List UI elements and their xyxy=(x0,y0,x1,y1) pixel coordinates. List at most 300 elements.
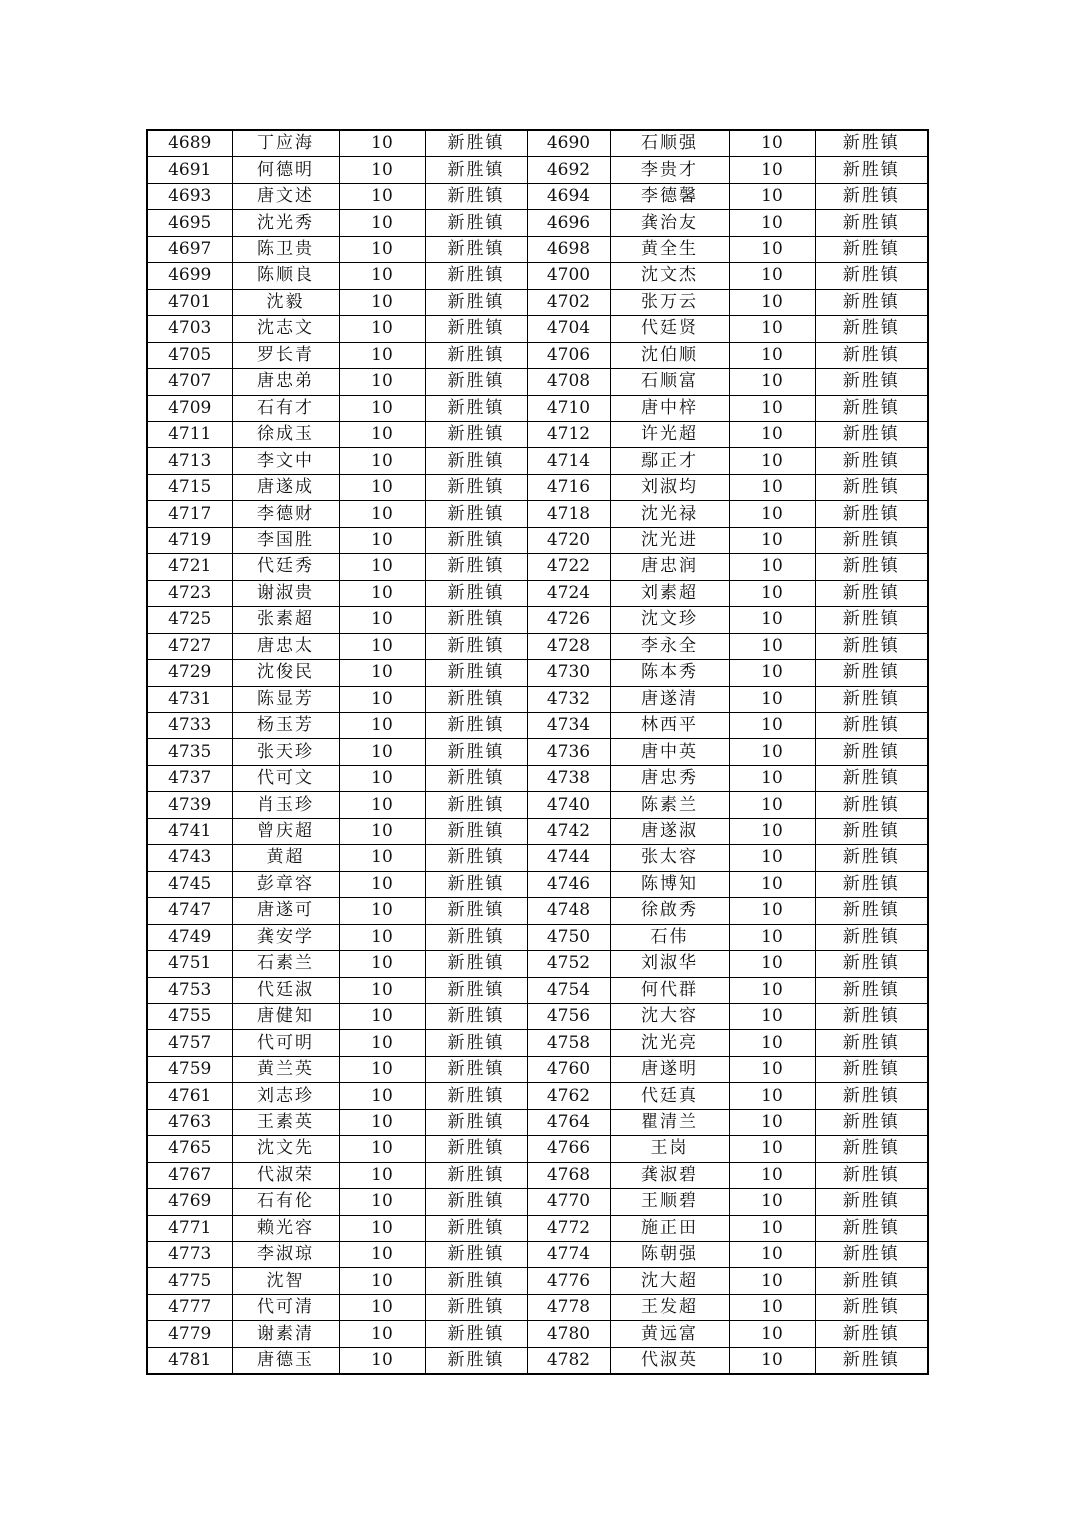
cell-a-amount: 10 xyxy=(339,951,425,977)
cell-a-no: 4707 xyxy=(147,369,232,395)
cell-b-no: 4704 xyxy=(527,316,610,342)
cell-b-name: 施正田 xyxy=(610,1215,729,1241)
cell-a-no: 4725 xyxy=(147,607,232,633)
cell-a-name: 代廷淑 xyxy=(232,977,339,1003)
cell-a-town: 新胜镇 xyxy=(425,1268,527,1294)
cell-a-amount: 10 xyxy=(339,395,425,421)
cell-a-amount: 10 xyxy=(339,1294,425,1320)
cell-b-name: 沈文珍 xyxy=(610,607,729,633)
cell-a-name: 何德明 xyxy=(232,157,339,183)
table-row xyxy=(147,527,928,553)
cell-b-amount: 10 xyxy=(729,210,815,236)
cell-b-town: 新胜镇 xyxy=(815,554,928,580)
cell-a-town: 新胜镇 xyxy=(425,501,527,527)
cell-b-no: 4742 xyxy=(527,818,610,844)
cell-b-amount: 10 xyxy=(729,845,815,871)
cell-b-no: 4720 xyxy=(527,527,610,553)
cell-a-no: 4741 xyxy=(147,818,232,844)
cell-a-amount: 10 xyxy=(339,448,425,474)
cell-a-no: 4767 xyxy=(147,1162,232,1188)
cell-a-town: 新胜镇 xyxy=(425,421,527,447)
cell-a-name: 李德财 xyxy=(232,501,339,527)
cell-b-name: 刘素超 xyxy=(610,580,729,606)
cell-a-town: 新胜镇 xyxy=(425,977,527,1003)
cell-a-amount: 10 xyxy=(339,183,425,209)
cell-a-amount: 10 xyxy=(339,739,425,765)
cell-b-town: 新胜镇 xyxy=(815,395,928,421)
cell-b-name: 黄全生 xyxy=(610,236,729,262)
cell-b-no: 4714 xyxy=(527,448,610,474)
cell-b-name: 何代群 xyxy=(610,977,729,1003)
cell-a-name: 曾庆超 xyxy=(232,818,339,844)
cell-a-no: 4779 xyxy=(147,1321,232,1347)
table-row xyxy=(147,342,928,368)
cell-b-amount: 10 xyxy=(729,1109,815,1135)
cell-b-no: 4760 xyxy=(527,1056,610,1082)
table-row xyxy=(147,183,928,209)
cell-b-name: 沈伯顺 xyxy=(610,342,729,368)
cell-b-name: 张万云 xyxy=(610,289,729,315)
cell-a-amount: 10 xyxy=(339,130,425,157)
cell-b-no: 4778 xyxy=(527,1294,610,1320)
cell-a-town: 新胜镇 xyxy=(425,448,527,474)
cell-a-no: 4739 xyxy=(147,792,232,818)
cell-b-name: 王发超 xyxy=(610,1294,729,1320)
cell-b-name: 王岗 xyxy=(610,1136,729,1162)
cell-a-town: 新胜镇 xyxy=(425,712,527,738)
cell-b-no: 4722 xyxy=(527,554,610,580)
cell-a-no: 4709 xyxy=(147,395,232,421)
cell-a-town: 新胜镇 xyxy=(425,845,527,871)
cell-a-name: 沈毅 xyxy=(232,289,339,315)
cell-b-amount: 10 xyxy=(729,739,815,765)
cell-a-town: 新胜镇 xyxy=(425,474,527,500)
cell-b-amount: 10 xyxy=(729,236,815,262)
cell-a-no: 4701 xyxy=(147,289,232,315)
cell-b-amount: 10 xyxy=(729,607,815,633)
table-row xyxy=(147,448,928,474)
cell-a-town: 新胜镇 xyxy=(425,263,527,289)
table-row xyxy=(147,1162,928,1188)
cell-b-no: 4776 xyxy=(527,1268,610,1294)
cell-b-amount: 10 xyxy=(729,712,815,738)
cell-b-town: 新胜镇 xyxy=(815,130,928,157)
cell-a-no: 4729 xyxy=(147,660,232,686)
cell-b-amount: 10 xyxy=(729,1242,815,1268)
cell-b-town: 新胜镇 xyxy=(815,448,928,474)
cell-b-no: 4748 xyxy=(527,898,610,924)
cell-b-no: 4716 xyxy=(527,474,610,500)
cell-b-no: 4700 xyxy=(527,263,610,289)
cell-b-no: 4710 xyxy=(527,395,610,421)
cell-b-town: 新胜镇 xyxy=(815,739,928,765)
table-row xyxy=(147,1189,928,1215)
cell-a-no: 4775 xyxy=(147,1268,232,1294)
cell-a-no: 4737 xyxy=(147,765,232,791)
cell-b-no: 4726 xyxy=(527,607,610,633)
cell-a-amount: 10 xyxy=(339,1242,425,1268)
cell-a-name: 刘志珍 xyxy=(232,1083,339,1109)
cell-b-amount: 10 xyxy=(729,157,815,183)
cell-a-no: 4759 xyxy=(147,1056,232,1082)
cell-b-name: 刘淑均 xyxy=(610,474,729,500)
cell-a-name: 唐文述 xyxy=(232,183,339,209)
cell-a-no: 4751 xyxy=(147,951,232,977)
table-row xyxy=(147,369,928,395)
cell-b-no: 4734 xyxy=(527,712,610,738)
cell-a-amount: 10 xyxy=(339,1030,425,1056)
cell-a-name: 唐德玉 xyxy=(232,1347,339,1374)
cell-a-name: 杨玉芳 xyxy=(232,712,339,738)
cell-b-town: 新胜镇 xyxy=(815,289,928,315)
cell-a-town: 新胜镇 xyxy=(425,395,527,421)
cell-a-town: 新胜镇 xyxy=(425,607,527,633)
cell-b-no: 4768 xyxy=(527,1162,610,1188)
cell-b-town: 新胜镇 xyxy=(815,369,928,395)
cell-a-no: 4781 xyxy=(147,1347,232,1374)
cell-a-no: 4777 xyxy=(147,1294,232,1320)
cell-b-amount: 10 xyxy=(729,342,815,368)
cell-a-name: 唐健知 xyxy=(232,1003,339,1029)
cell-b-amount: 10 xyxy=(729,1162,815,1188)
cell-b-name: 沈大超 xyxy=(610,1268,729,1294)
table-row xyxy=(147,951,928,977)
cell-a-no: 4697 xyxy=(147,236,232,262)
cell-a-amount: 10 xyxy=(339,1347,425,1374)
cell-b-name: 石顺强 xyxy=(610,130,729,157)
cell-a-no: 4719 xyxy=(147,527,232,553)
cell-b-name: 唐忠秀 xyxy=(610,765,729,791)
cell-b-amount: 10 xyxy=(729,1347,815,1374)
cell-b-no: 4718 xyxy=(527,501,610,527)
cell-b-town: 新胜镇 xyxy=(815,580,928,606)
cell-a-no: 4703 xyxy=(147,316,232,342)
cell-b-no: 4746 xyxy=(527,871,610,897)
cell-a-name: 彭章容 xyxy=(232,871,339,897)
cell-a-name: 石有伦 xyxy=(232,1189,339,1215)
cell-a-no: 4735 xyxy=(147,739,232,765)
table-row xyxy=(147,474,928,500)
cell-a-no: 4715 xyxy=(147,474,232,500)
cell-a-no: 4713 xyxy=(147,448,232,474)
cell-a-town: 新胜镇 xyxy=(425,818,527,844)
cell-a-town: 新胜镇 xyxy=(425,765,527,791)
cell-a-town: 新胜镇 xyxy=(425,951,527,977)
cell-b-amount: 10 xyxy=(729,1003,815,1029)
cell-a-name: 沈俊民 xyxy=(232,660,339,686)
cell-b-town: 新胜镇 xyxy=(815,765,928,791)
cell-b-amount: 10 xyxy=(729,1083,815,1109)
cell-b-name: 石顺富 xyxy=(610,369,729,395)
cell-b-town: 新胜镇 xyxy=(815,157,928,183)
cell-b-town: 新胜镇 xyxy=(815,316,928,342)
cell-b-town: 新胜镇 xyxy=(815,1189,928,1215)
cell-a-name: 唐遂可 xyxy=(232,898,339,924)
cell-b-no: 4702 xyxy=(527,289,610,315)
cell-a-no: 4691 xyxy=(147,157,232,183)
cell-a-name: 李淑琼 xyxy=(232,1242,339,1268)
cell-b-no: 4698 xyxy=(527,236,610,262)
cell-a-amount: 10 xyxy=(339,210,425,236)
table-row xyxy=(147,739,928,765)
cell-b-name: 鄢正才 xyxy=(610,448,729,474)
cell-b-name: 唐中英 xyxy=(610,739,729,765)
cell-a-name: 唐忠太 xyxy=(232,633,339,659)
cell-b-name: 唐遂淑 xyxy=(610,818,729,844)
cell-b-name: 沈大容 xyxy=(610,1003,729,1029)
cell-a-amount: 10 xyxy=(339,871,425,897)
cell-b-amount: 10 xyxy=(729,527,815,553)
cell-b-name: 王顺碧 xyxy=(610,1189,729,1215)
table-row xyxy=(147,421,928,447)
table-row xyxy=(147,845,928,871)
cell-b-town: 新胜镇 xyxy=(815,1215,928,1241)
cell-a-amount: 10 xyxy=(339,236,425,262)
table-row xyxy=(147,1294,928,1320)
cell-a-amount: 10 xyxy=(339,421,425,447)
cell-a-town: 新胜镇 xyxy=(425,580,527,606)
cell-b-amount: 10 xyxy=(729,395,815,421)
cell-a-no: 4763 xyxy=(147,1109,232,1135)
cell-a-name: 丁应海 xyxy=(232,130,339,157)
cell-b-amount: 10 xyxy=(729,977,815,1003)
cell-a-town: 新胜镇 xyxy=(425,1162,527,1188)
cell-b-town: 新胜镇 xyxy=(815,1268,928,1294)
cell-a-no: 4693 xyxy=(147,183,232,209)
cell-b-town: 新胜镇 xyxy=(815,342,928,368)
cell-a-amount: 10 xyxy=(339,474,425,500)
roster-table xyxy=(146,129,929,1375)
cell-b-name: 林西平 xyxy=(610,712,729,738)
cell-a-no: 4711 xyxy=(147,421,232,447)
cell-a-amount: 10 xyxy=(339,580,425,606)
cell-b-no: 4724 xyxy=(527,580,610,606)
cell-b-name: 瞿清兰 xyxy=(610,1109,729,1135)
cell-b-amount: 10 xyxy=(729,448,815,474)
table-row xyxy=(147,1030,928,1056)
table-row xyxy=(147,1242,928,1268)
cell-b-town: 新胜镇 xyxy=(815,633,928,659)
cell-a-name: 赖光容 xyxy=(232,1215,339,1241)
cell-b-town: 新胜镇 xyxy=(815,686,928,712)
cell-a-no: 4721 xyxy=(147,554,232,580)
cell-b-amount: 10 xyxy=(729,686,815,712)
cell-b-amount: 10 xyxy=(729,1321,815,1347)
cell-b-town: 新胜镇 xyxy=(815,421,928,447)
cell-a-no: 4717 xyxy=(147,501,232,527)
cell-a-amount: 10 xyxy=(339,1136,425,1162)
cell-a-amount: 10 xyxy=(339,607,425,633)
cell-b-name: 刘淑华 xyxy=(610,951,729,977)
cell-a-no: 4743 xyxy=(147,845,232,871)
cell-a-town: 新胜镇 xyxy=(425,183,527,209)
cell-b-no: 4744 xyxy=(527,845,610,871)
cell-b-no: 4732 xyxy=(527,686,610,712)
table-row xyxy=(147,1215,928,1241)
cell-a-name: 李国胜 xyxy=(232,527,339,553)
table-row xyxy=(147,1268,928,1294)
cell-a-town: 新胜镇 xyxy=(425,1347,527,1374)
cell-a-amount: 10 xyxy=(339,633,425,659)
table-row xyxy=(147,1003,928,1029)
cell-a-name: 黄超 xyxy=(232,845,339,871)
cell-a-no: 4755 xyxy=(147,1003,232,1029)
cell-a-town: 新胜镇 xyxy=(425,898,527,924)
cell-b-amount: 10 xyxy=(729,951,815,977)
cell-b-no: 4752 xyxy=(527,951,610,977)
cell-a-no: 4773 xyxy=(147,1242,232,1268)
cell-a-name: 代淑荣 xyxy=(232,1162,339,1188)
cell-a-town: 新胜镇 xyxy=(425,1056,527,1082)
cell-a-name: 唐忠弟 xyxy=(232,369,339,395)
cell-b-town: 新胜镇 xyxy=(815,1109,928,1135)
cell-b-town: 新胜镇 xyxy=(815,501,928,527)
cell-b-no: 4740 xyxy=(527,792,610,818)
cell-b-name: 龚淑碧 xyxy=(610,1162,729,1188)
cell-b-no: 4782 xyxy=(527,1347,610,1374)
cell-b-amount: 10 xyxy=(729,1136,815,1162)
cell-b-amount: 10 xyxy=(729,130,815,157)
cell-a-no: 4723 xyxy=(147,580,232,606)
cell-b-amount: 10 xyxy=(729,765,815,791)
table-row xyxy=(147,130,928,157)
cell-a-no: 4771 xyxy=(147,1215,232,1241)
cell-b-town: 新胜镇 xyxy=(815,660,928,686)
cell-b-amount: 10 xyxy=(729,633,815,659)
cell-b-town: 新胜镇 xyxy=(815,977,928,1003)
cell-b-name: 黄远富 xyxy=(610,1321,729,1347)
cell-a-amount: 10 xyxy=(339,660,425,686)
cell-b-name: 代廷真 xyxy=(610,1083,729,1109)
cell-b-amount: 10 xyxy=(729,898,815,924)
cell-a-name: 代可文 xyxy=(232,765,339,791)
table-row xyxy=(147,501,928,527)
cell-a-name: 代廷秀 xyxy=(232,554,339,580)
cell-b-town: 新胜镇 xyxy=(815,607,928,633)
cell-b-amount: 10 xyxy=(729,924,815,950)
cell-a-town: 新胜镇 xyxy=(425,1321,527,1347)
cell-a-no: 4699 xyxy=(147,263,232,289)
cell-b-no: 4730 xyxy=(527,660,610,686)
cell-a-name: 沈志文 xyxy=(232,316,339,342)
cell-a-town: 新胜镇 xyxy=(425,157,527,183)
cell-a-town: 新胜镇 xyxy=(425,686,527,712)
cell-b-no: 4762 xyxy=(527,1083,610,1109)
cell-b-no: 4764 xyxy=(527,1109,610,1135)
cell-b-town: 新胜镇 xyxy=(815,183,928,209)
cell-b-town: 新胜镇 xyxy=(815,527,928,553)
cell-a-name: 陈卫贵 xyxy=(232,236,339,262)
cell-a-no: 4757 xyxy=(147,1030,232,1056)
cell-b-no: 4754 xyxy=(527,977,610,1003)
cell-a-no: 4695 xyxy=(147,210,232,236)
table-row xyxy=(147,712,928,738)
cell-b-amount: 10 xyxy=(729,1056,815,1082)
cell-b-amount: 10 xyxy=(729,1294,815,1320)
cell-b-name: 龚治友 xyxy=(610,210,729,236)
table-row xyxy=(147,157,928,183)
cell-a-no: 4731 xyxy=(147,686,232,712)
cell-a-name: 黄兰英 xyxy=(232,1056,339,1082)
cell-a-no: 4769 xyxy=(147,1189,232,1215)
cell-b-name: 沈光进 xyxy=(610,527,729,553)
cell-b-amount: 10 xyxy=(729,316,815,342)
cell-a-town: 新胜镇 xyxy=(425,236,527,262)
cell-a-amount: 10 xyxy=(339,712,425,738)
cell-b-no: 4690 xyxy=(527,130,610,157)
cell-a-town: 新胜镇 xyxy=(425,1136,527,1162)
cell-b-amount: 10 xyxy=(729,474,815,500)
cell-b-town: 新胜镇 xyxy=(815,1321,928,1347)
cell-a-town: 新胜镇 xyxy=(425,1294,527,1320)
cell-b-town: 新胜镇 xyxy=(815,474,928,500)
cell-b-amount: 10 xyxy=(729,1030,815,1056)
cell-a-town: 新胜镇 xyxy=(425,1030,527,1056)
table-row xyxy=(147,554,928,580)
cell-b-town: 新胜镇 xyxy=(815,1162,928,1188)
table-row xyxy=(147,660,928,686)
cell-b-no: 4692 xyxy=(527,157,610,183)
cell-a-amount: 10 xyxy=(339,369,425,395)
cell-b-name: 李德馨 xyxy=(610,183,729,209)
cell-b-no: 4736 xyxy=(527,739,610,765)
cell-b-name: 沈光亮 xyxy=(610,1030,729,1056)
cell-b-name: 代淑英 xyxy=(610,1347,729,1374)
cell-b-name: 李永全 xyxy=(610,633,729,659)
cell-a-amount: 10 xyxy=(339,977,425,1003)
cell-a-amount: 10 xyxy=(339,1162,425,1188)
cell-a-name: 李文中 xyxy=(232,448,339,474)
cell-a-town: 新胜镇 xyxy=(425,792,527,818)
cell-a-amount: 10 xyxy=(339,1109,425,1135)
cell-a-amount: 10 xyxy=(339,898,425,924)
cell-a-amount: 10 xyxy=(339,818,425,844)
cell-b-amount: 10 xyxy=(729,1268,815,1294)
cell-a-town: 新胜镇 xyxy=(425,871,527,897)
cell-b-town: 新胜镇 xyxy=(815,1056,928,1082)
roster-body xyxy=(147,130,928,1374)
cell-b-name: 石伟 xyxy=(610,924,729,950)
cell-a-amount: 10 xyxy=(339,1083,425,1109)
cell-a-town: 新胜镇 xyxy=(425,1215,527,1241)
cell-a-amount: 10 xyxy=(339,686,425,712)
table-row xyxy=(147,633,928,659)
cell-b-no: 4772 xyxy=(527,1215,610,1241)
cell-b-no: 4708 xyxy=(527,369,610,395)
cell-b-name: 沈文杰 xyxy=(610,263,729,289)
table-row xyxy=(147,236,928,262)
cell-a-name: 沈智 xyxy=(232,1268,339,1294)
cell-a-no: 4747 xyxy=(147,898,232,924)
cell-a-town: 新胜镇 xyxy=(425,1003,527,1029)
cell-b-name: 唐中梓 xyxy=(610,395,729,421)
cell-b-town: 新胜镇 xyxy=(815,845,928,871)
cell-b-no: 4750 xyxy=(527,924,610,950)
cell-b-name: 代廷贤 xyxy=(610,316,729,342)
cell-a-amount: 10 xyxy=(339,316,425,342)
cell-b-amount: 10 xyxy=(729,369,815,395)
cell-a-no: 4705 xyxy=(147,342,232,368)
cell-a-amount: 10 xyxy=(339,1189,425,1215)
cell-a-name: 肖玉珍 xyxy=(232,792,339,818)
cell-b-town: 新胜镇 xyxy=(815,951,928,977)
table-row xyxy=(147,765,928,791)
cell-b-town: 新胜镇 xyxy=(815,1242,928,1268)
cell-b-town: 新胜镇 xyxy=(815,263,928,289)
cell-a-name: 沈光秀 xyxy=(232,210,339,236)
cell-b-town: 新胜镇 xyxy=(815,210,928,236)
table-row xyxy=(147,580,928,606)
